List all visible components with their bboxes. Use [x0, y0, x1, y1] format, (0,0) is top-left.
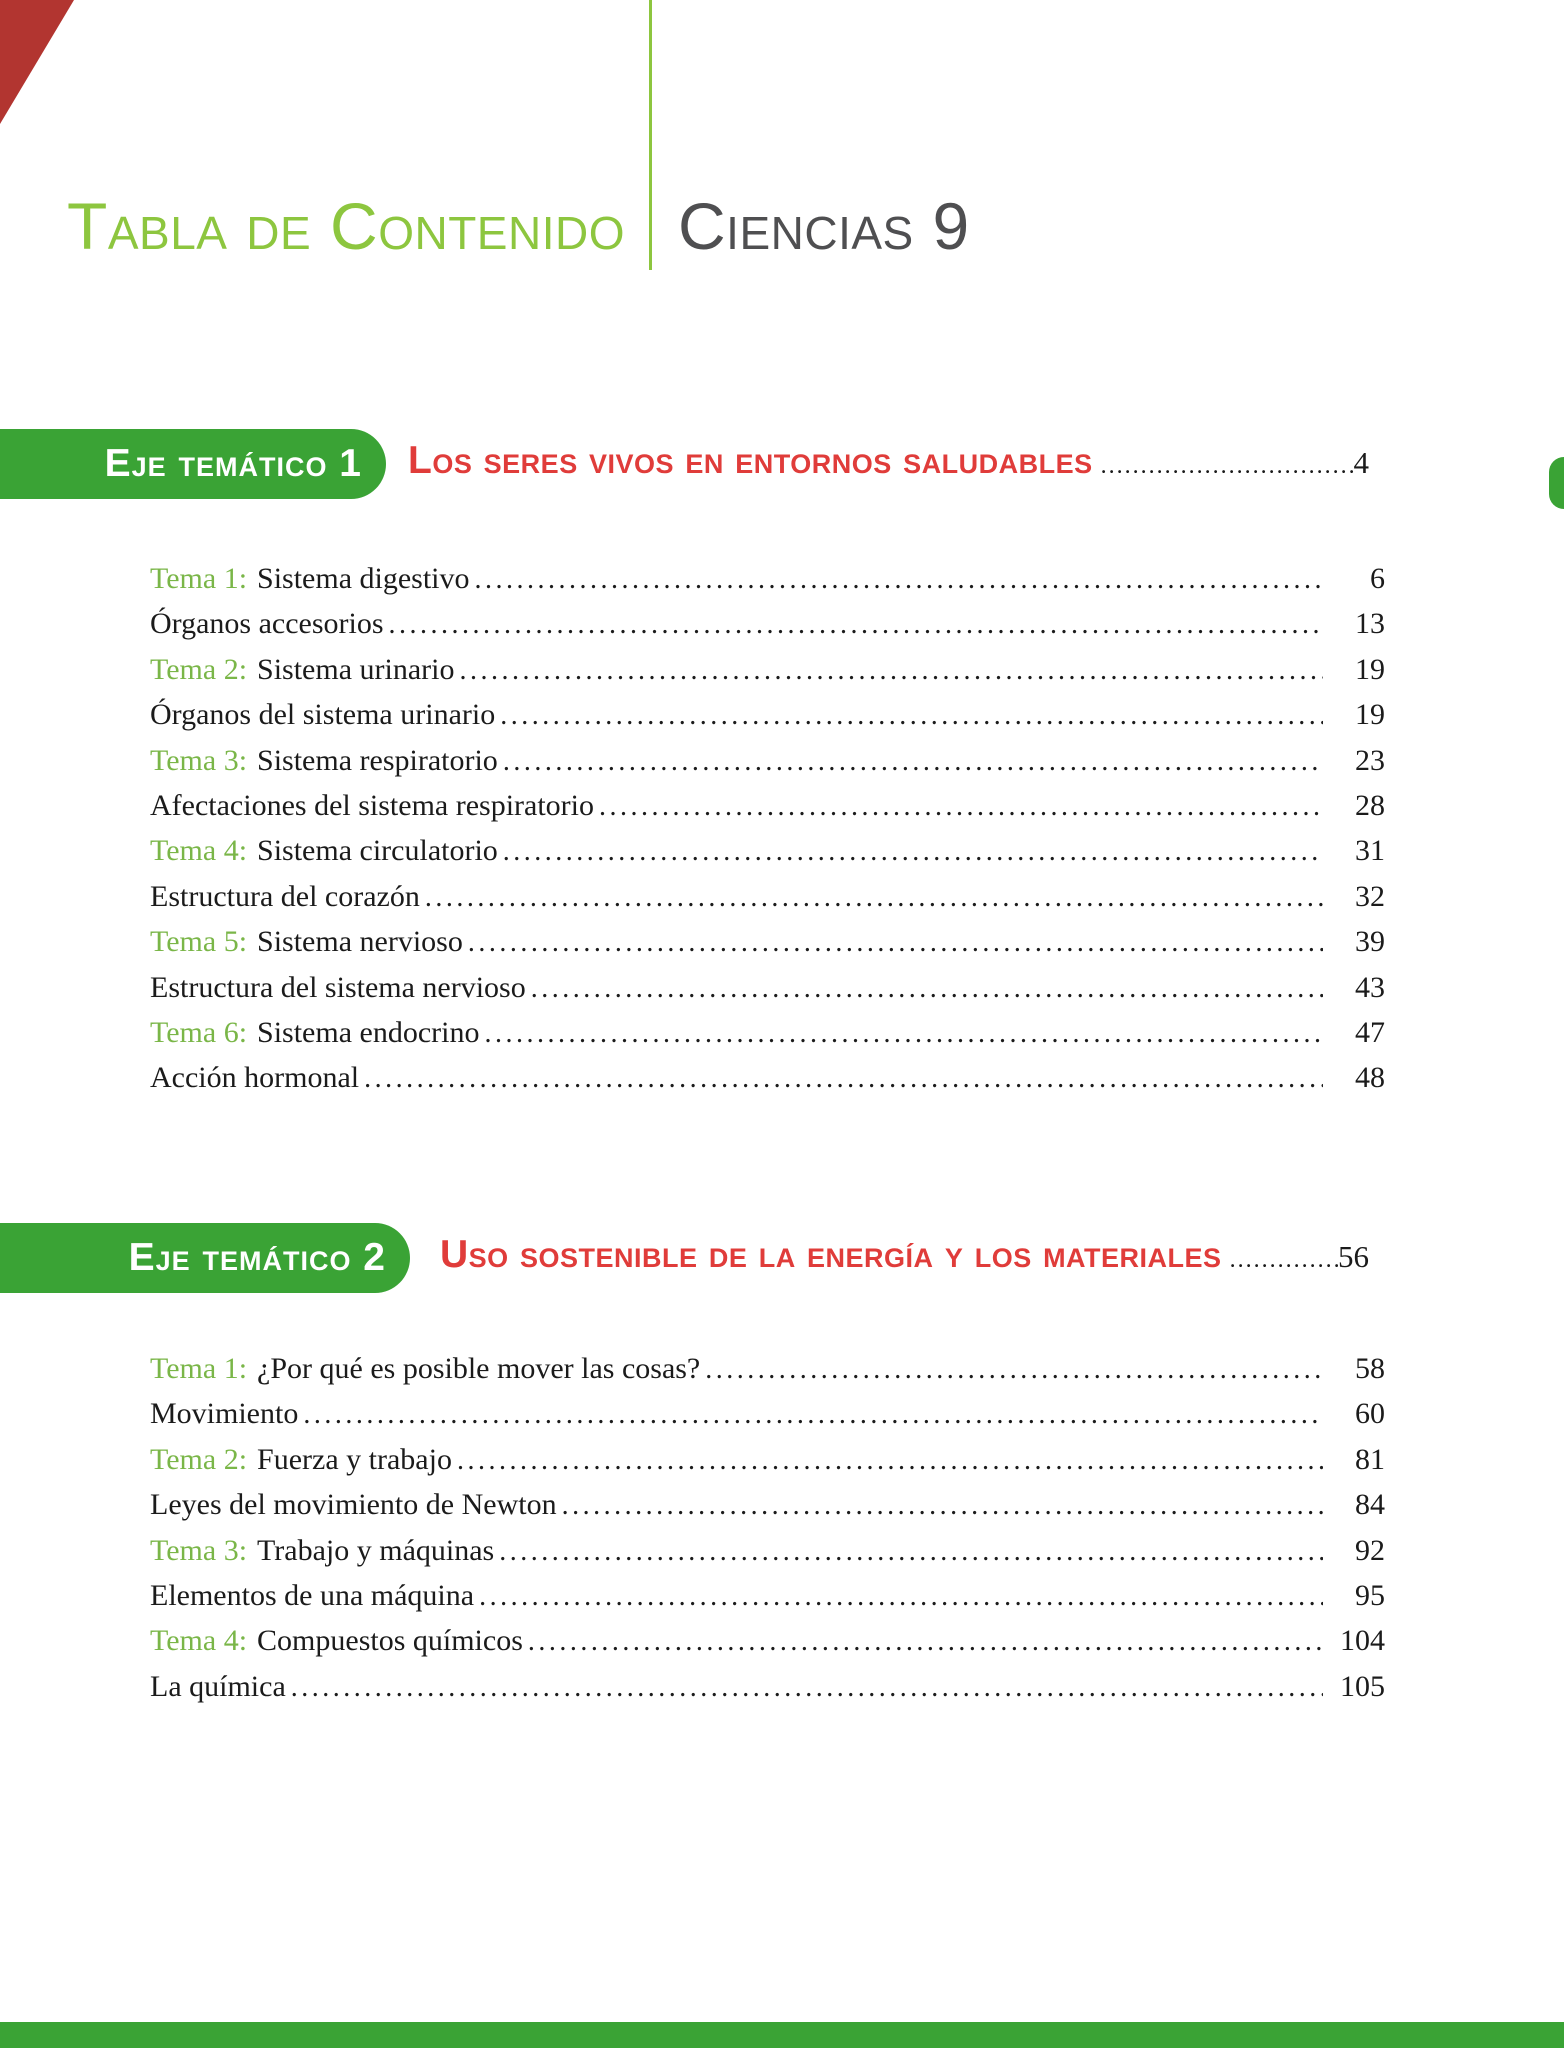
- entry-topic-prefix: Tema 1:: [150, 1352, 248, 1385]
- toc-entry: [150, 556, 1385, 601]
- toc-entry: [150, 1055, 1385, 1100]
- entry-label: Sistema urinario: [257, 652, 455, 686]
- dot-leader: [291, 1665, 1323, 1710]
- entry-page-number: 28: [1355, 788, 1385, 822]
- section-2-pill-label: Eje temático 2: [128, 1236, 386, 1279]
- entry-topic-prefix: Tema 3:: [150, 1533, 248, 1567]
- toc-entry: [150, 692, 1385, 737]
- dot-leader: [503, 829, 1323, 874]
- entry-topic-prefix: Tema 6:: [150, 1015, 248, 1049]
- dot-leader: [460, 648, 1324, 693]
- entry-page-number: 31: [1355, 834, 1385, 868]
- toc-entry: [150, 1664, 1385, 1709]
- entry-page-number: 6: [1370, 562, 1385, 595]
- dot-leader: [562, 1483, 1323, 1528]
- dot-leader: [1101, 453, 1354, 480]
- entry-topic-prefix: Tema 5:: [150, 925, 248, 959]
- toc-entry: [150, 783, 1385, 828]
- section-2-pill: [0, 1223, 410, 1293]
- dot-leader: [475, 557, 1323, 602]
- entry-label: Estructura del corazón: [150, 879, 420, 913]
- entry-label: Fuerza y trabajo: [257, 1442, 452, 1476]
- section-1-pill: [0, 429, 386, 499]
- dot-leader: [479, 1574, 1323, 1619]
- toc-entry: [150, 1437, 1385, 1482]
- toc-entry: [150, 1346, 1385, 1391]
- toc-entry: [150, 828, 1385, 873]
- entry-page-number: 19: [1355, 652, 1385, 686]
- entry-page-number: 92: [1355, 1533, 1385, 1567]
- toc-entry: [150, 601, 1385, 646]
- dot-leader: [457, 1438, 1323, 1483]
- entry-topic-prefix: Tema 4:: [150, 834, 248, 868]
- page-title: Tabla de Contenido: [67, 189, 625, 263]
- section-1-title: Los seres vivos en entornos saludables: [408, 439, 1093, 482]
- entry-label: Órganos del sistema urinario: [150, 698, 496, 732]
- entry-page-number: 84: [1355, 1488, 1385, 1522]
- section-1-page-number: 4: [1353, 445, 1369, 480]
- entry-page-number: 39: [1355, 925, 1385, 959]
- section-2-heading-row: [440, 1223, 1369, 1277]
- entry-label: Órganos accesorios: [150, 607, 384, 641]
- entry-page-number: 60: [1355, 1397, 1385, 1431]
- entry-label: Sistema endocrino: [257, 1015, 480, 1049]
- section-2-entries: [150, 1346, 1385, 1709]
- toc-entry: [150, 738, 1385, 783]
- section-1-pill-label: Eje temático 1: [104, 442, 362, 485]
- entry-label: Sistema respiratorio: [257, 743, 498, 777]
- entry-topic-prefix: Tema 2:: [150, 1442, 248, 1476]
- dot-leader: [468, 920, 1323, 965]
- entry-topic-prefix: Tema 1:: [150, 562, 248, 595]
- entry-page-number: 105: [1340, 1669, 1385, 1703]
- dot-leader: [500, 693, 1323, 738]
- section-2-header: [0, 1223, 1564, 1293]
- entry-label: La química: [150, 1669, 286, 1703]
- entry-page-number: 81: [1355, 1442, 1385, 1476]
- title-divider-line: [649, 0, 652, 270]
- toc-entry: [150, 1391, 1385, 1436]
- entry-page-number: 32: [1355, 879, 1385, 913]
- entry-label: Sistema circulatorio: [257, 834, 498, 868]
- dot-leader: [389, 602, 1323, 647]
- toc-entry: [150, 1010, 1385, 1055]
- entry-label: Leyes del movimiento de Newton: [150, 1488, 557, 1522]
- entry-topic-prefix: Tema 2:: [150, 652, 248, 686]
- book-title: Ciencias 9: [678, 189, 970, 263]
- entry-page-number: 104: [1340, 1624, 1385, 1658]
- entry-label: Acción hormonal: [150, 1061, 360, 1095]
- toc-entry: [150, 919, 1385, 964]
- entry-page-number: 23: [1355, 743, 1385, 777]
- entry-label: Elementos de una máquina: [150, 1578, 475, 1612]
- entry-label: Afectaciones del sistema respiratorio: [150, 788, 594, 822]
- entry-label: ¿Por qué es posible mover las cosas?: [257, 1352, 701, 1385]
- section-2-title: Uso sostenible de la energía y los materiales: [440, 1233, 1222, 1276]
- section-1-header: [0, 429, 1564, 499]
- toc-entry: [150, 874, 1385, 919]
- entry-page-number: 48: [1355, 1061, 1385, 1095]
- entry-topic-prefix: Tema 4:: [150, 1624, 248, 1658]
- page-corner-decoration: [0, 0, 74, 124]
- section-1-heading-row: [408, 429, 1369, 483]
- entry-page-number: 95: [1355, 1578, 1385, 1612]
- dot-leader: [364, 1056, 1323, 1101]
- dot-leader: [531, 966, 1323, 1011]
- entry-label: Trabajo y máquinas: [257, 1533, 495, 1567]
- dot-leader: [484, 1011, 1323, 1056]
- toc-entry: [150, 647, 1385, 692]
- dot-leader: [1230, 1247, 1338, 1274]
- entry-label: Estructura del sistema nervioso: [150, 970, 526, 1004]
- entry-page-number: 13: [1355, 607, 1385, 641]
- toc-entry: [150, 1482, 1385, 1527]
- entry-topic-prefix: Tema 3:: [150, 743, 248, 777]
- dot-leader: [303, 1392, 1323, 1437]
- dot-leader: [503, 739, 1323, 784]
- section-2-page-number: 56: [1338, 1239, 1369, 1274]
- entry-label: Sistema digestivo: [257, 562, 470, 595]
- entry-page-number: 19: [1355, 698, 1385, 732]
- page-edge-tab-decoration: [1549, 457, 1564, 509]
- entry-page-number: 43: [1355, 970, 1385, 1004]
- dot-leader: [599, 784, 1323, 829]
- toc-entry: [150, 1618, 1385, 1663]
- entry-label: Sistema nervioso: [257, 925, 463, 959]
- toc-entry: [150, 1528, 1385, 1573]
- dot-leader: [705, 1347, 1323, 1392]
- section-1-entries: [150, 556, 1385, 1101]
- toc-entry: [150, 965, 1385, 1010]
- entry-page-number: 58: [1355, 1352, 1385, 1385]
- dot-leader: [499, 1529, 1323, 1574]
- dot-leader: [425, 875, 1323, 920]
- entry-label: Compuestos químicos: [257, 1624, 523, 1658]
- entry-label: Movimiento: [150, 1397, 299, 1431]
- dot-leader: [528, 1619, 1323, 1664]
- toc-entry: [150, 1573, 1385, 1618]
- entry-page-number: 47: [1355, 1015, 1385, 1049]
- footer-bar-decoration: [0, 2022, 1564, 2048]
